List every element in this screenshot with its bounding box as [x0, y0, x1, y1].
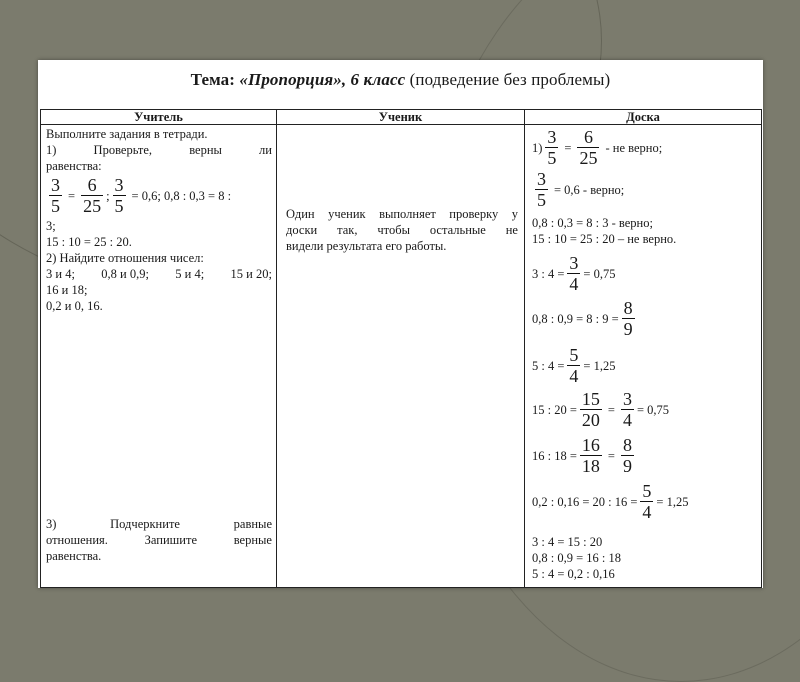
- denominator: 25: [83, 196, 102, 216]
- pair: 5 и 4;: [175, 267, 205, 281]
- slide: [38, 60, 763, 588]
- word: Подчеркните: [110, 517, 180, 531]
- teacher-task3-line3: равенства.: [46, 549, 102, 563]
- header-board: Доска: [525, 110, 762, 125]
- word: верные: [233, 533, 272, 547]
- board-line-8: [532, 390, 669, 429]
- board-line-1: [532, 128, 665, 167]
- pupil-line3: видели результата его работы.: [286, 239, 447, 253]
- numerator: 3: [622, 389, 632, 409]
- numerator: 3: [537, 169, 546, 189]
- equals-sign: =: [68, 188, 76, 203]
- fraction: [580, 390, 602, 429]
- equals-sign: =: [607, 448, 615, 463]
- numerator: 8: [623, 298, 633, 318]
- teacher-pairs-line2: 16 и 18;: [46, 283, 88, 297]
- fraction: [545, 128, 558, 167]
- item-number: 1): [532, 140, 543, 155]
- board-line-4: 15 : 10 = 25 : 20 – не верно.: [532, 232, 677, 246]
- equation-text: 0,8 : 0,9 = 8 : 9 =: [532, 311, 619, 326]
- numerator: 8: [622, 435, 632, 455]
- board-line-9: [532, 436, 637, 475]
- equation-text: = 0,75: [583, 266, 616, 281]
- header-teacher: Учитель: [41, 110, 277, 125]
- teacher-line-3: 3;: [46, 219, 56, 233]
- teacher-equalities: [46, 176, 272, 215]
- numerator: 3: [114, 175, 124, 195]
- verdict-text: = 0,6 - верно;: [554, 182, 625, 197]
- fraction: [640, 482, 653, 521]
- numerator: 3: [547, 127, 557, 147]
- word: ученик: [328, 207, 366, 221]
- fraction: [81, 176, 103, 215]
- numerator: 3: [51, 175, 60, 195]
- pupil-text: [286, 206, 518, 254]
- pair: 3 и 4;: [46, 267, 75, 281]
- word: ли: [259, 143, 272, 157]
- denominator: 5: [51, 196, 60, 216]
- teacher-intro: Выполните задания в тетради.: [46, 127, 208, 141]
- board-line-3: 0,8 : 0,3 = 8 : 3 - верно;: [532, 216, 653, 230]
- board-line-12: 0,8 : 0,9 = 16 : 18: [532, 551, 621, 565]
- word: отношения.: [46, 533, 108, 547]
- fraction: [49, 176, 62, 215]
- denominator: 4: [642, 502, 652, 522]
- numerator: 15: [581, 389, 600, 409]
- teacher-line-ratio: 15 : 10 = 25 : 20.: [46, 235, 132, 249]
- fraction: [113, 176, 126, 215]
- word: не: [505, 223, 518, 237]
- pair: 0,8 и 0,9;: [101, 267, 149, 281]
- numerator: 5: [569, 345, 579, 365]
- equation-text: 16 : 18 =: [532, 448, 577, 463]
- word: чтобы: [377, 223, 410, 237]
- denominator: 4: [622, 410, 632, 430]
- teacher-task1: [46, 142, 272, 158]
- word: выполняет: [379, 207, 436, 221]
- denominator: 4: [569, 274, 579, 294]
- title-topic: «Пропорция», 6 класс: [239, 70, 406, 89]
- pupil-line2: [286, 222, 518, 238]
- slide-title: [38, 70, 763, 90]
- lesson-table: [40, 109, 762, 588]
- denominator: 18: [581, 456, 600, 476]
- fraction: [567, 254, 580, 293]
- numerator: 16: [581, 435, 600, 455]
- equation-text: = 1,25: [583, 358, 616, 373]
- fraction: [622, 299, 635, 338]
- word: доски: [286, 223, 318, 237]
- board-line-13: 5 : 4 = 0,2 : 0,16: [532, 567, 615, 581]
- teacher-task3: [46, 516, 272, 532]
- word: Проверьте,: [93, 143, 153, 157]
- word: так,: [337, 223, 358, 237]
- board-line-2: [532, 170, 627, 209]
- equation-text: = 0,6; 0,8 : 0,3 = 8 :: [131, 188, 232, 203]
- verdict-text: - не верно;: [605, 140, 663, 155]
- board-line-5: [532, 254, 615, 293]
- board-line-10: [532, 482, 688, 521]
- fraction: [580, 436, 602, 475]
- numerator: 3: [569, 253, 579, 273]
- equation-text: 15 : 20 =: [532, 402, 577, 417]
- pupil-line1: [286, 206, 518, 222]
- equation-text: = 0,75: [636, 402, 670, 417]
- table-body-row: [41, 125, 762, 588]
- word: 3): [46, 517, 57, 531]
- teacher-cell: [41, 125, 277, 588]
- numerator: 6: [583, 127, 593, 147]
- teacher-task2: 2) Найдите отношения чисел:: [46, 251, 204, 265]
- word: Один: [286, 207, 315, 221]
- denominator: 5: [537, 190, 546, 210]
- board-line-7: [532, 346, 615, 385]
- denominator: 9: [622, 456, 632, 476]
- title-prefix: Тема:: [190, 70, 240, 89]
- denominator: 4: [569, 366, 579, 386]
- teacher-task1-end: равенства:: [46, 159, 102, 173]
- denominator: 5: [547, 148, 557, 168]
- equals-sign: =: [564, 140, 572, 155]
- denominator: 20: [581, 410, 600, 430]
- board-line-11: 3 : 4 = 15 : 20: [532, 535, 603, 549]
- equals-sign: =: [607, 402, 615, 417]
- word: проверку: [449, 207, 499, 221]
- word: равные: [233, 517, 272, 531]
- denominator: 9: [623, 319, 633, 339]
- word: 1): [46, 143, 57, 157]
- numerator: 6: [87, 175, 97, 195]
- title-suffix: (подведение без проблемы): [405, 70, 611, 89]
- denominator: 5: [114, 196, 124, 216]
- pupil-cell: [277, 125, 525, 588]
- word: остальные: [429, 223, 486, 237]
- equation-text: 3 : 4 =: [532, 266, 565, 281]
- denominator: 25: [579, 148, 598, 168]
- word: Запишите: [144, 533, 197, 547]
- word: у: [511, 207, 518, 221]
- separator: ;: [106, 188, 110, 203]
- fraction: [621, 390, 634, 429]
- teacher-task3-line2: [46, 532, 272, 548]
- pair: 15 и 20;: [230, 267, 272, 281]
- equation-text: = 1,25: [656, 494, 689, 509]
- fraction: [621, 436, 634, 475]
- word: верны: [189, 143, 222, 157]
- teacher-pairs-line3: 0,2 и 0, 16.: [46, 299, 103, 313]
- board-cell: [525, 125, 762, 588]
- board-line-6: [532, 299, 638, 338]
- equation-text: 5 : 4 =: [532, 358, 565, 373]
- numerator: 5: [642, 481, 652, 501]
- header-pupil: Ученик: [277, 110, 525, 125]
- fraction: [567, 346, 580, 385]
- equation-text: 0,2 : 0,16 = 20 : 16 =: [532, 494, 638, 509]
- table-header-row: [41, 110, 762, 125]
- fraction: [535, 170, 548, 209]
- fraction: [577, 128, 599, 167]
- teacher-pairs: [46, 266, 272, 282]
